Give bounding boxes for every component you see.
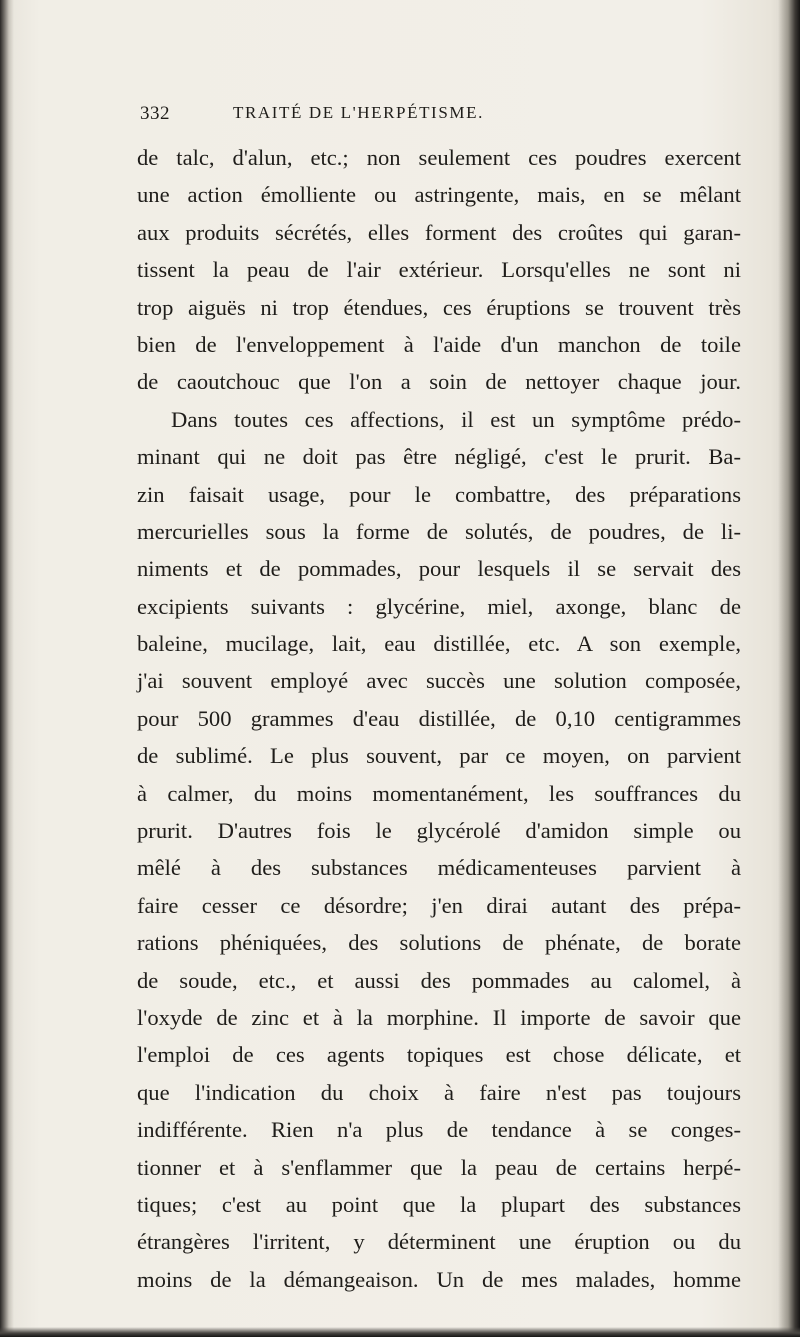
page-header	[140, 103, 700, 131]
page-binding-shadow	[0, 0, 14, 1337]
text-line: mercurielles sous la forme de solutés, de poudres, de li-	[137, 518, 741, 544]
text-line: que l'indication du choix à faire n'est pas toujours	[137, 1079, 741, 1105]
text-line: mêlé à des substances médicamenteuses parvient à	[137, 855, 741, 881]
text-line: aux produits sécrétés, elles forment des croûtes qui garan-	[137, 219, 741, 245]
page-number: 332	[140, 103, 170, 124]
text-line: de caoutchouc que l'on a soin de nettoyer chaque jour.	[137, 369, 741, 395]
text-line: pour 500 grammes d'eau distillée, de 0,10 centigrammes	[137, 705, 741, 731]
text-line: bien de l'enveloppement à l'aide d'un manchon de toile	[137, 331, 741, 357]
text-line: niments et de pommades, pour lesquels il se servait des	[137, 556, 741, 582]
text-line: de soude, etc., et aussi des pommades au calomel, à	[137, 967, 741, 993]
text-line: tiques; c'est au point que la plupart des substances	[137, 1191, 741, 1217]
text-line: minant qui ne doit pas être négligé, c'est le prurit. Ba-	[137, 444, 741, 470]
text-line: baleine, mucilage, lait, eau distillée, etc. A son exemple,	[137, 631, 741, 657]
text-line: excipients suivants : glycérine, miel, axonge, blanc de	[137, 593, 741, 619]
text-line: une action émolliente ou astringente, mais, en se mêlant	[137, 182, 741, 208]
text-line: Dans toutes ces affections, il est un symptôme prédo-	[171, 406, 741, 432]
text-line: rations phéniquées, des solutions de phénate, de borate	[137, 930, 741, 956]
text-line: à calmer, du moins momentanément, les souffrances du	[137, 780, 741, 806]
text-line: faire cesser ce désordre; j'en dirai autant des prépa-	[137, 892, 741, 918]
text-line: j'ai souvent employé avec succès une solution composée,	[137, 668, 741, 694]
page-edge-shadow	[778, 0, 800, 1337]
text-line: trop aiguës ni trop étendues, ces éruptions se trouvent très	[137, 294, 741, 320]
text-line: moins de la démangeaison. Un de mes malades, homme	[137, 1266, 741, 1292]
text-line: de sublimé. Le plus souvent, par ce moyen, on parvient	[137, 743, 741, 769]
body-text	[137, 139, 741, 1298]
text-line: tissent la peau de l'air extérieur. Lorsqu'elles ne sont ni	[137, 257, 741, 283]
text-line: tionner et à s'enflammer que la peau de certains herpé-	[137, 1154, 741, 1180]
text-line: de talc, d'alun, etc.; non seulement ces poudres exercent	[137, 145, 741, 170]
text-line: étrangères l'irritent, y déterminent une éruption ou du	[137, 1229, 741, 1255]
text-line: zin faisait usage, pour le combattre, des préparations	[137, 481, 741, 507]
running-title: TRAITÉ DE L'HERPÉTISME.	[233, 103, 484, 122]
text-line: indifférente. Rien n'a plus de tendance à se conges-	[137, 1117, 741, 1143]
text-line: l'emploi de ces agents topiques est chose délicate, et	[137, 1042, 741, 1068]
page-bottom-shadow	[0, 1327, 800, 1337]
text-line: l'oxyde de zinc et à la morphine. Il importe de savoir que	[137, 1004, 741, 1030]
text-line: prurit. D'autres fois le glycérolé d'amidon simple ou	[137, 818, 741, 844]
